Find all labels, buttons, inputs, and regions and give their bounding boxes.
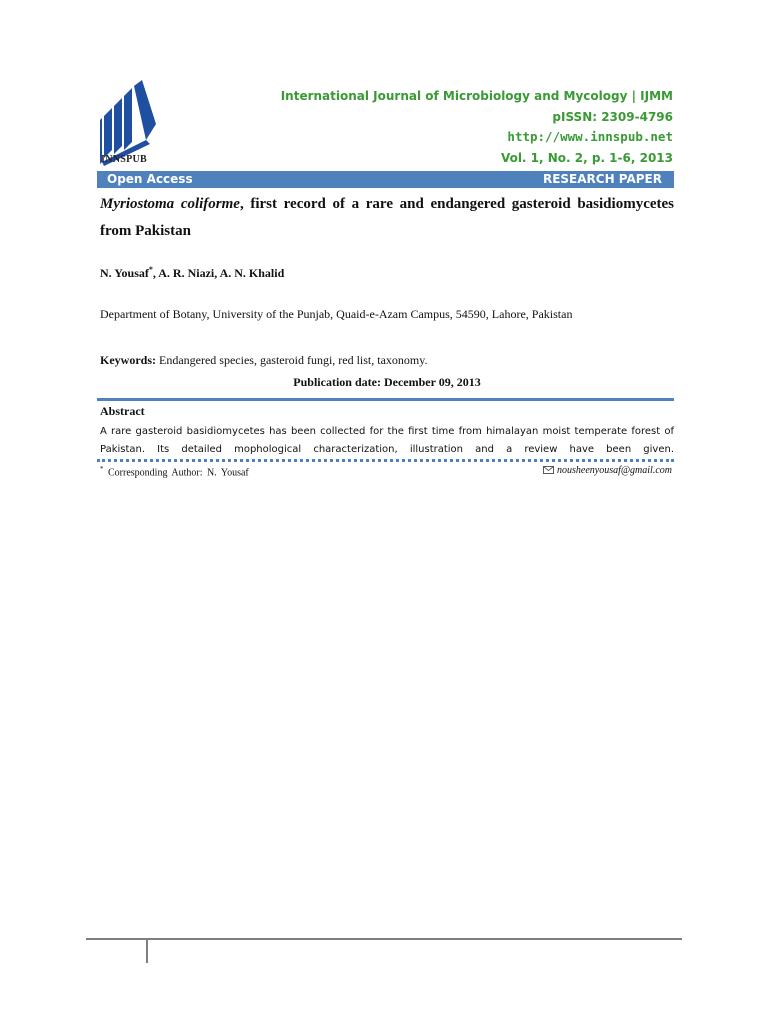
- keywords: [100, 353, 427, 368]
- abstract-heading: Abstract: [100, 404, 145, 418]
- email-link[interactable]: nousheenyousaf@gmail.com: [556, 465, 672, 476]
- paper-type-label: RESEARCH PAPER: [542, 172, 662, 186]
- abstract-text: A rare gasteroid basidiomycetes has been collected for the first time from himalayan moist temperate forest of Pakistan. Its detailed mophological characterization, illustration and a review have been given.: [100, 426, 674, 455]
- author-first: N. Yousaf: [100, 266, 149, 280]
- journal-info: [281, 86, 673, 168]
- publication-date: Publication date: December 09, 2013: [293, 375, 481, 389]
- affiliation: Department of Botany, University of the Punjab, Quaid-e-Azam Campus, 54590, Lahore, Pakistan: [100, 307, 573, 321]
- corresponding-author-mark: *: [100, 465, 104, 473]
- authors: [100, 265, 284, 281]
- corresponding-mark: *: [148, 265, 153, 274]
- publisher-name: INNSPUB: [101, 154, 147, 165]
- journal-name: International Journal of Microbiology and Mycology | IJMM: [280, 89, 673, 103]
- keywords-list: Endangered species, gasteroid fungi, red list, taxonomy.: [159, 353, 428, 367]
- article-title: [100, 191, 674, 245]
- footer-page-tick: [146, 938, 148, 963]
- envelope-icon: [543, 466, 554, 474]
- author-email: [543, 465, 672, 476]
- title-species: Myriostoma coliforme: [100, 196, 240, 212]
- journal-url-link[interactable]: http://www.innspub.net: [507, 129, 673, 144]
- article-banner: [97, 171, 674, 188]
- title-rest: , first record of a rare and endangered gasteroid basidiomycetes from Pakistan: [100, 196, 674, 239]
- keywords-label: Keywords:: [100, 353, 156, 367]
- corresponding-author-text: Corresponding Author: N. Yousaf: [108, 467, 249, 479]
- footer-rule: [86, 938, 682, 940]
- authors-rest: , A. R. Niazi, A. N. Khalid: [152, 266, 285, 280]
- open-access-label: Open Access: [107, 172, 193, 186]
- journal-volume: Vol. 1, No. 2, p. 1-6, 2013: [500, 150, 673, 165]
- abstract-bottom-rule: [97, 459, 674, 462]
- abstract-top-rule: [97, 398, 674, 401]
- corresponding-author: [100, 465, 249, 478]
- journal-issn: pISSN: 2309-4796: [552, 109, 673, 124]
